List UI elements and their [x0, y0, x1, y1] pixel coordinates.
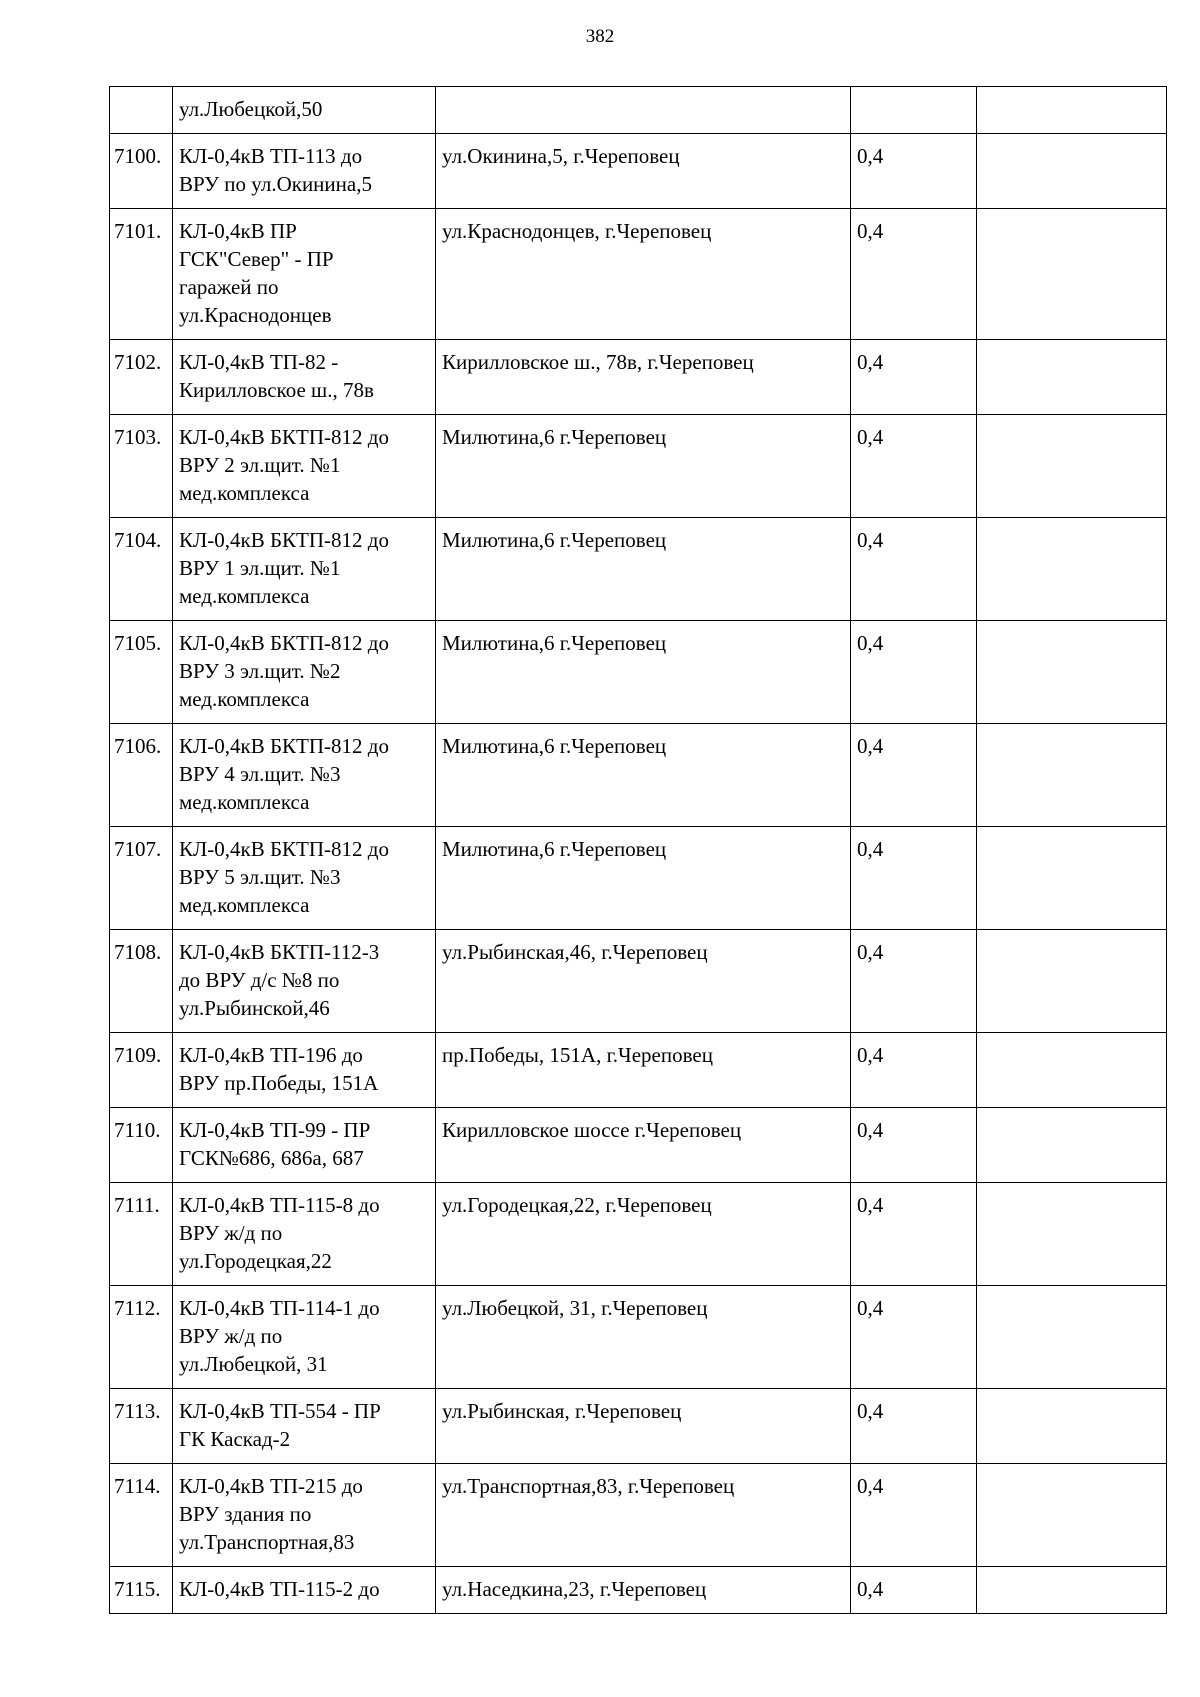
table-row: [110, 1183, 1167, 1286]
line-name-text: ВРУ 3 эл.щит. №2: [179, 659, 341, 683]
row-number: 7103.: [110, 415, 173, 518]
row-number: 7115.: [110, 1567, 173, 1614]
row-number: 7104.: [110, 518, 173, 621]
voltage-cell: 0,4: [851, 209, 977, 340]
line-name-text: ул.Рыбинской,46: [179, 996, 330, 1020]
table-row: [110, 724, 1167, 827]
address-cell: ул.Любецкой, 31, г.Череповец: [436, 1286, 851, 1389]
table-row: [110, 1286, 1167, 1389]
address-cell: Милютина,6 г.Череповец: [436, 827, 851, 930]
line-name-text: мед.комплекса: [179, 687, 310, 711]
table-row: [110, 827, 1167, 930]
table-row: [110, 930, 1167, 1033]
line-name-text: КЛ-0,4кВ БКТП-812 до: [179, 631, 389, 655]
line-name-text: ВРУ по ул.Окинина,5: [179, 172, 372, 196]
table-row: [110, 134, 1167, 209]
row-number: 7109.: [110, 1033, 173, 1108]
line-name-text: ГСК"Север" - ПР: [179, 247, 334, 271]
voltage-cell: 0,4: [851, 1389, 977, 1464]
voltage-cell: 0,4: [851, 134, 977, 209]
table-row: [110, 87, 1167, 134]
note-cell: [977, 518, 1167, 621]
page-number: 382: [585, 26, 615, 47]
line-name-text: ГК Каскад-2: [179, 1427, 291, 1451]
note-cell: [977, 1033, 1167, 1108]
note-cell: [977, 1286, 1167, 1389]
voltage-cell: 0,4: [851, 1286, 977, 1389]
table-row: [110, 1033, 1167, 1108]
line-name-text: мед.комплекса: [179, 790, 310, 814]
line-name-cell: [173, 1389, 436, 1464]
address-cell: ул.Транспортная,83, г.Череповец: [436, 1464, 851, 1567]
voltage-cell: 0,4: [851, 621, 977, 724]
voltage-cell: 0,4: [851, 1183, 977, 1286]
line-name-text: ВРУ 4 эл.щит. №3: [179, 762, 341, 786]
line-name-cell: [173, 1567, 436, 1614]
line-name-text: КЛ-0,4кВ ТП-82 -: [179, 350, 339, 374]
note-cell: [977, 930, 1167, 1033]
address-cell: Милютина,6 г.Череповец: [436, 621, 851, 724]
registry-table-body: [110, 87, 1167, 1614]
line-name-cell: [173, 1033, 436, 1108]
note-cell: [977, 621, 1167, 724]
note-cell: [977, 724, 1167, 827]
address-cell: ул.Окинина,5, г.Череповец: [436, 134, 851, 209]
voltage-cell: 0,4: [851, 518, 977, 621]
table-row: [110, 415, 1167, 518]
row-number: 7105.: [110, 621, 173, 724]
line-name-cell: [173, 209, 436, 340]
table-row: [110, 1389, 1167, 1464]
line-name-text: КЛ-0,4кВ ТП-196 до: [179, 1043, 363, 1067]
row-number: 7110.: [110, 1108, 173, 1183]
address-cell: ул.Рыбинская,46, г.Череповец: [436, 930, 851, 1033]
line-name-cell: [173, 1108, 436, 1183]
voltage-cell: 0,4: [851, 340, 977, 415]
line-name-text: ВРУ ж/д по: [179, 1324, 283, 1348]
line-name-cell: [173, 1286, 436, 1389]
line-name-cell: [173, 415, 436, 518]
table-row: [110, 209, 1167, 340]
line-name-cell: [173, 87, 436, 134]
address-cell: ул.Краснодонцев, г.Череповец: [436, 209, 851, 340]
address-cell: Кирилловское ш., 78в, г.Череповец: [436, 340, 851, 415]
address-cell: Кирилловское шоссе г.Череповец: [436, 1108, 851, 1183]
note-cell: [977, 1567, 1167, 1614]
line-name-text: Кирилловское ш., 78в: [179, 378, 374, 402]
line-name-text: КЛ-0,4кВ БКТП-812 до: [179, 425, 389, 449]
line-name-text: ВРУ 5 эл.щит. №3: [179, 865, 341, 889]
note-cell: [977, 87, 1167, 134]
line-name-text: ВРУ 1 эл.щит. №1: [179, 556, 341, 580]
line-name-text: ВРУ здания по: [179, 1502, 312, 1526]
address-cell: ул.Городецкая,22, г.Череповец: [436, 1183, 851, 1286]
line-name-text: ул.Транспортная,83: [179, 1530, 355, 1554]
note-cell: [977, 1464, 1167, 1567]
row-number: 7112.: [110, 1286, 173, 1389]
address-cell: [436, 87, 851, 134]
line-name-text: КЛ-0,4кВ БКТП-812 до: [179, 528, 389, 552]
note-cell: [977, 209, 1167, 340]
row-number: 7113.: [110, 1389, 173, 1464]
row-number: 7108.: [110, 930, 173, 1033]
line-name-text: гаражей по: [179, 275, 279, 299]
line-name-cell: [173, 827, 436, 930]
line-name-text: ул.Городецкая,22: [179, 1249, 332, 1273]
note-cell: [977, 340, 1167, 415]
note-cell: [977, 1108, 1167, 1183]
line-name-text: КЛ-0,4кВ БКТП-812 до: [179, 734, 389, 758]
voltage-cell: 0,4: [851, 1567, 977, 1614]
line-name-text: КЛ-0,4кВ ТП-215 до: [179, 1474, 363, 1498]
line-name-cell: [173, 134, 436, 209]
row-number: 7101.: [110, 209, 173, 340]
address-cell: пр.Победы, 151А, г.Череповец: [436, 1033, 851, 1108]
line-name-text: КЛ-0,4кВ ТП-115-8 до: [179, 1193, 380, 1217]
line-name-text: КЛ-0,4кВ БКТП-112-3: [179, 940, 380, 964]
note-cell: [977, 134, 1167, 209]
row-number: [110, 87, 173, 134]
address-cell: Милютина,6 г.Череповец: [436, 415, 851, 518]
line-name-text: до ВРУ д/с №8 по: [179, 968, 340, 992]
address-cell: Милютина,6 г.Череповец: [436, 518, 851, 621]
note-cell: [977, 1183, 1167, 1286]
line-name-text: КЛ-0,4кВ ТП-554 - ПР: [179, 1399, 381, 1423]
voltage-cell: [851, 87, 977, 134]
voltage-cell: 0,4: [851, 930, 977, 1033]
address-cell: Милютина,6 г.Череповец: [436, 724, 851, 827]
line-name-text: ВРУ 2 эл.щит. №1: [179, 453, 341, 477]
line-name-cell: [173, 1183, 436, 1286]
row-number: 7114.: [110, 1464, 173, 1567]
table-row: [110, 1567, 1167, 1614]
registry-table: [109, 86, 1167, 1614]
line-name-cell: [173, 518, 436, 621]
line-name-text: КЛ-0,4кВ ТП-114-1 до: [179, 1296, 380, 1320]
voltage-cell: 0,4: [851, 724, 977, 827]
line-name-text: мед.комплекса: [179, 481, 310, 505]
line-name-text: ГСК№686, 686а, 687: [179, 1146, 364, 1170]
voltage-cell: 0,4: [851, 1464, 977, 1567]
line-name-text: КЛ-0,4кВ БКТП-812 до: [179, 837, 389, 861]
voltage-cell: 0,4: [851, 415, 977, 518]
voltage-cell: 0,4: [851, 1033, 977, 1108]
line-name-text: мед.комплекса: [179, 893, 310, 917]
note-cell: [977, 415, 1167, 518]
line-name-cell: [173, 1464, 436, 1567]
line-name-text: КЛ-0,4кВ ПР: [179, 219, 297, 243]
table-row: [110, 340, 1167, 415]
note-cell: [977, 827, 1167, 930]
line-name-text: ул.Любецкой, 31: [179, 1352, 328, 1376]
line-name-text: КЛ-0,4кВ ТП-113 до: [179, 144, 363, 168]
table-row: [110, 518, 1167, 621]
row-number: 7102.: [110, 340, 173, 415]
note-cell: [977, 1389, 1167, 1464]
table-row: [110, 621, 1167, 724]
line-name-text: КЛ-0,4кВ ТП-115-2 до: [179, 1577, 380, 1601]
line-name-cell: [173, 621, 436, 724]
row-number: 7107.: [110, 827, 173, 930]
line-name-cell: [173, 340, 436, 415]
line-name-text: ул.Любецкой,50: [179, 97, 323, 121]
line-name-text: ул.Краснодонцев: [179, 303, 332, 327]
line-name-cell: [173, 724, 436, 827]
address-cell: ул.Наседкина,23, г.Череповец: [436, 1567, 851, 1614]
row-number: 7111.: [110, 1183, 173, 1286]
address-cell: ул.Рыбинская, г.Череповец: [436, 1389, 851, 1464]
voltage-cell: 0,4: [851, 1108, 977, 1183]
line-name-cell: [173, 930, 436, 1033]
table-row: [110, 1108, 1167, 1183]
row-number: 7100.: [110, 134, 173, 209]
voltage-cell: 0,4: [851, 827, 977, 930]
table-row: [110, 1464, 1167, 1567]
line-name-text: ВРУ ж/д по: [179, 1221, 283, 1245]
row-number: 7106.: [110, 724, 173, 827]
line-name-text: КЛ-0,4кВ ТП-99 - ПР: [179, 1118, 371, 1142]
line-name-text: ВРУ пр.Победы, 151А: [179, 1071, 379, 1095]
line-name-text: мед.комплекса: [179, 584, 310, 608]
